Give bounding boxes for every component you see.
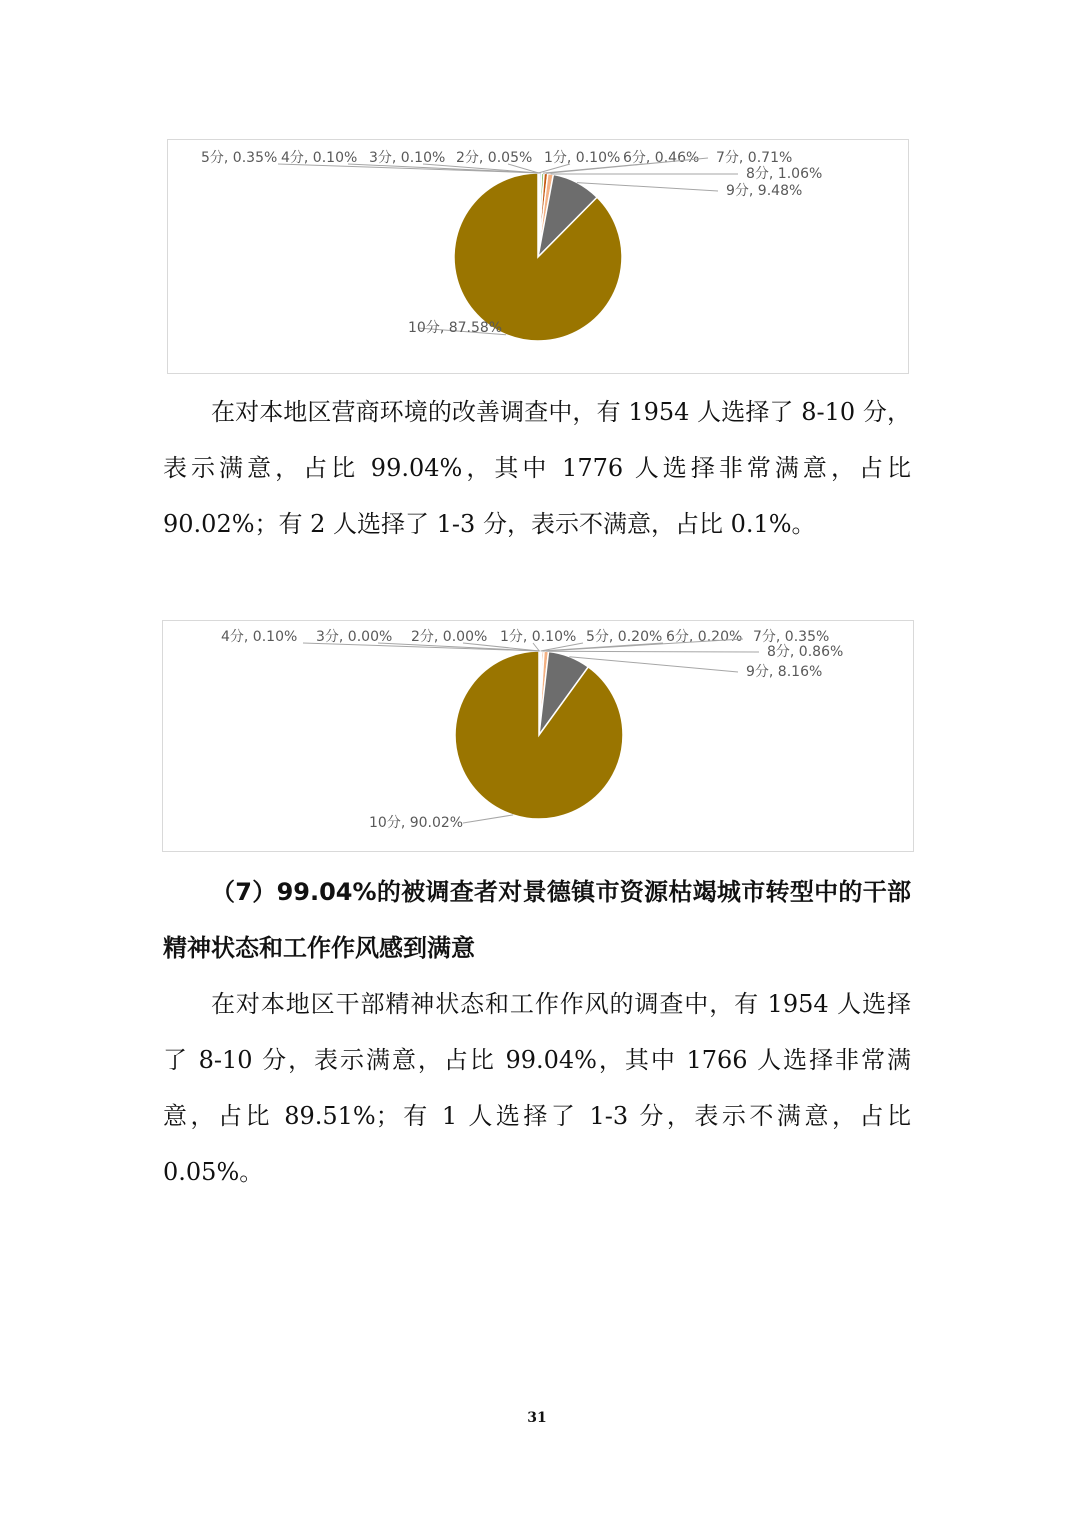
pie-slice-10 — [455, 651, 623, 819]
paragraph-business-environment: 在对本地区营商环境的改善调查中，有 1954 人选择了 8-10 分，表示满意，占比 99.04%，其中 1776 人选择非常满意，占比 90.02%；有 2 人选择了 1-3 分，表示不满意，占比 0.1%。 — [163, 398, 911, 538]
data-label-3: 3分, 0.00% — [316, 629, 393, 645]
data-label-5: 5分, 0.35% — [201, 150, 278, 166]
pie-chart-svg — [163, 621, 913, 851]
data-label-1: 1分, 0.10% — [544, 150, 621, 166]
leader-line-9 — [569, 657, 738, 672]
data-label-4: 4分, 0.10% — [221, 629, 298, 645]
pie-chart-business-environment — [167, 139, 909, 374]
data-label-6: 6分, 0.46% — [623, 150, 700, 166]
data-label-5: 5分, 0.20% — [586, 629, 663, 645]
data-label-6: 6分, 0.20% — [666, 629, 743, 645]
data-label-1: 1分, 0.10% — [500, 629, 577, 645]
data-label-7: 7分, 0.35% — [753, 629, 830, 645]
data-label-3: 3分, 0.10% — [369, 150, 446, 166]
paragraph-cadre-style: 在对本地区干部精神状态和工作作风的调查中，有 1954 人选择了 8-10 分，表示满意，占比 99.04%，其中 1766 人选择非常满意，占比 89.51%；有 1 人选择了 1-3 分，表示不满意，占比 0.05%。 — [163, 990, 911, 1186]
data-label-10: 10分, 90.02% — [369, 815, 464, 831]
pie-chart-svg — [168, 140, 908, 373]
data-label-9: 9分, 9.48% — [726, 183, 803, 199]
data-label-8: 8分, 1.06% — [746, 166, 823, 182]
data-label-8: 8分, 0.86% — [767, 644, 844, 660]
data-label-2: 2分, 0.00% — [411, 629, 488, 645]
leader-line-8 — [546, 651, 759, 652]
data-label-4: 4分, 0.10% — [281, 150, 358, 166]
data-label-10: 10分, 87.58% — [408, 320, 503, 336]
data-label-7: 7分, 0.71% — [716, 150, 793, 166]
data-label-9: 9分, 8.16% — [746, 664, 823, 680]
pie-chart-cadre-style — [162, 620, 914, 852]
pie-slice-10 — [454, 173, 622, 341]
section-heading: （7）99.04%的被调查者对景德镇市资源枯竭城市转型中的干部精神状态和工作作风感到满意 — [163, 878, 911, 962]
page-number: 31 — [527, 1410, 547, 1426]
data-label-2: 2分, 0.05% — [456, 150, 533, 166]
leader-line-9 — [577, 183, 718, 191]
leader-line-10 — [463, 815, 513, 823]
